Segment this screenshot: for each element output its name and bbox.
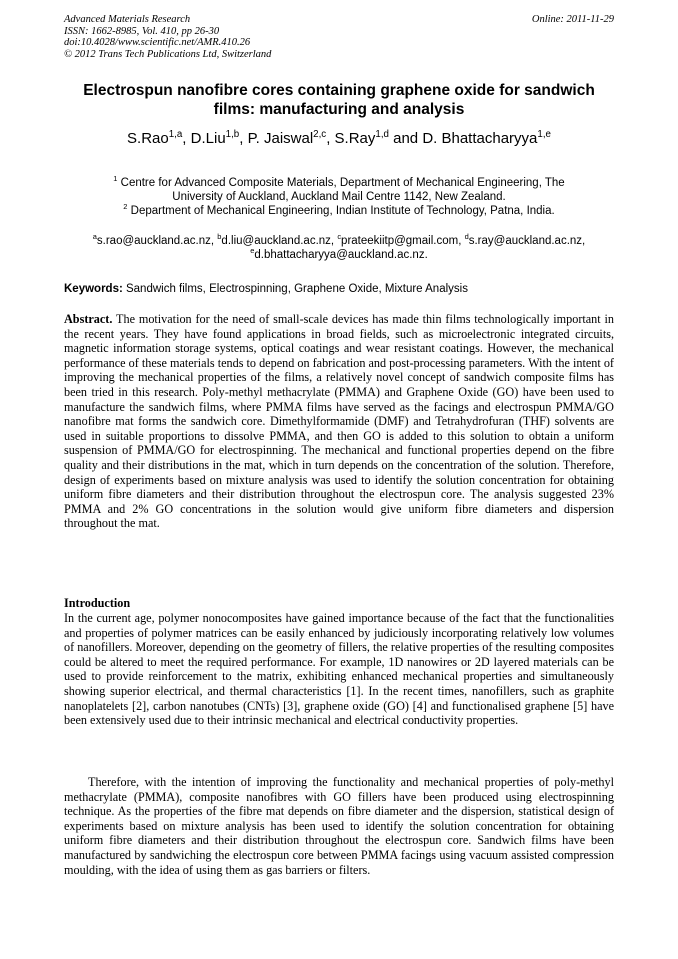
- author-sup: 1,b: [225, 129, 240, 140]
- copyright-line: © 2012 Trans Tech Publications Ltd, Switzerland: [64, 48, 272, 60]
- affiliation-number: 2: [123, 202, 128, 212]
- author-sep: and: [388, 130, 423, 147]
- abstract-text: The motivation for the need of small-scale devices has made thin films technologically important in the recent years. They have found applications in broad fields, such as microelectronic integrated circuits, magnetic information storage systems, optical coatings and wear resistant coatings. However, the mechanical performance of these materials tends to depend on fabrication and post-processing parameters. With the intent of improving the mechanical properties of the films, a relatively novel concept of sandwich composite films has been tried in this research. Poly-methyl methacrylate (PMMA) and Graphene Oxide (GO) have been used to manufacture the sandwich films, where PMMA films have served as the facings and electrospun PMMA/GO nanofibre mat forms the sandwich core. Dimethylformamide (DMF) and Tetrahydrofuran (THF) solvents are used in suitable proportions to dissolve PMMA, and then GO is added to this solution to obtain a uniform suspension of PMMA/GO for electrospinning. The mechanical and functional properties depend on the fibre quality and their distributions in the mat, which in turn depends on the concentration of the solution. Therefore, design of experiments based on mixture analysis was used to identify the solution concentration for obtaining uniform fibre diameters and their distribution throughout the electrospun core. The analysis suggested 23% PMMA and 2% GO concentrations in the solution would give uniform fibre diameters and dispersion throughout the mat.: [64, 312, 614, 531]
- affiliation-number: 1: [113, 174, 118, 184]
- keywords-label: Keywords:: [64, 283, 123, 295]
- author-sep: ,: [326, 130, 335, 147]
- author-name: S.Ray: [334, 130, 376, 147]
- affiliations: [64, 176, 614, 218]
- paragraph-text: In the current age, polymer nonocomposites have gained importance because of the fact that the functionalities and properties of polymer matrices can be easily enhanced by judiciously incorporating relatively low volumes of nanofillers. Moreover, depending on the geometry of fillers, the relative properties of the resulting composites could be altered to meet the required performance. For example, 1D nanowires or 2D layered materials can be used to provide reinforcement to the matrix, exhibiting enhanced mechanical properties and simultaneously showing superior electrical, and thermal characteristics [1]. In the recent times, nanofillers, such as graphite nanoplatelets [2], carbon nanotubes (CNTs) [3], graphene oxide (GO) [4] and functionalised graphene [5] have been extensively used due to their intrinsic mechanical and electrical conductivity properties.: [64, 611, 614, 728]
- email-sup: d: [464, 232, 469, 242]
- paper-title: Electrospun nanofibre cores containing graphene oxide for sandwich films: manufacturing and analysis: [83, 82, 595, 118]
- introduction-paragraph-1: [64, 611, 614, 728]
- email-sep: ,: [458, 235, 465, 247]
- email-sup: b: [217, 232, 222, 242]
- abstract: [64, 312, 614, 531]
- email-address: d.bhattacharyya@auckland.ac.nz.: [254, 249, 428, 261]
- email-sup: e: [250, 246, 255, 256]
- abstract-label: Abstract.: [64, 312, 113, 326]
- introduction-paragraph-2: [64, 775, 614, 877]
- author-sup: 1,d: [375, 129, 389, 140]
- author-name: D. Bhattacharyya: [422, 130, 538, 147]
- author-sep: ,: [239, 130, 248, 147]
- doi-line: doi:10.4028/www.scientific.net/AMR.410.26: [64, 37, 251, 48]
- author-sup: 1,a: [168, 129, 183, 140]
- email-sep: ,: [210, 235, 218, 247]
- affiliation-1-line-2: University of Auckland, Auckland Mail Centre 1142, New Zealand.: [172, 191, 506, 203]
- paragraph-text: Therefore, with the intention of improving the functionality and mechanical properties of poly-methyl methacrylate (PMMA), composite nanofibres with GO fillers have been produced using electrospinning technique. As the properties of the fibre mat depends on fibre diameter and the dispersion, statistical design of experiments based on mixture analysis has been used to identify the solution concentration for obtaining uniform fibre diameters and their distribution throughout the electrospun core. Sandwich films have been manufactured by sandwiching the electrospun core between PMMA facings using vacuum assisted compression moulding, with the idea of using them as gas barriers or filters.: [64, 775, 614, 877]
- author-sep: ,: [182, 130, 191, 147]
- email-address: s.rao@auckland.ac.nz: [96, 235, 211, 247]
- keywords: [64, 282, 614, 296]
- affiliation-2-line: Department of Mechanical Engineering, Indian Institute of Technology, Patna, India.: [130, 205, 555, 217]
- introduction-heading: Introduction: [64, 596, 131, 610]
- author-name: D.Liu: [190, 130, 226, 147]
- affiliation-1-line-1: Centre for Advanced Composite Materials, Department of Mechanical Engineering, The: [120, 177, 565, 189]
- email-list: [64, 234, 614, 262]
- author-sup: 1,e: [537, 129, 551, 140]
- keywords-text: Sandwich films, Electrospinning, Graphene Oxide, Mixture Analysis: [122, 283, 468, 295]
- email-address: prateekiitp@gmail.com: [341, 235, 459, 247]
- email-sup: a: [92, 232, 97, 242]
- author-name: S.Rao: [127, 130, 169, 147]
- journal-name: Advanced Materials Research: [64, 14, 191, 25]
- online-date: Online: 2011-11-29: [531, 14, 614, 25]
- author-sup: 2,c: [313, 129, 327, 140]
- journal-header: [64, 14, 271, 60]
- author-name: P. Jaiswal: [247, 130, 314, 147]
- email-sup: c: [337, 232, 342, 242]
- email-sep: ,: [330, 235, 338, 247]
- issn-line: ISSN: 1662-8985, Vol. 410, pp 26-30: [64, 25, 220, 37]
- email-address: s.ray@auckland.ac.nz,: [468, 235, 586, 247]
- email-address: d.liu@auckland.ac.nz: [221, 235, 331, 247]
- author-list: [64, 130, 614, 148]
